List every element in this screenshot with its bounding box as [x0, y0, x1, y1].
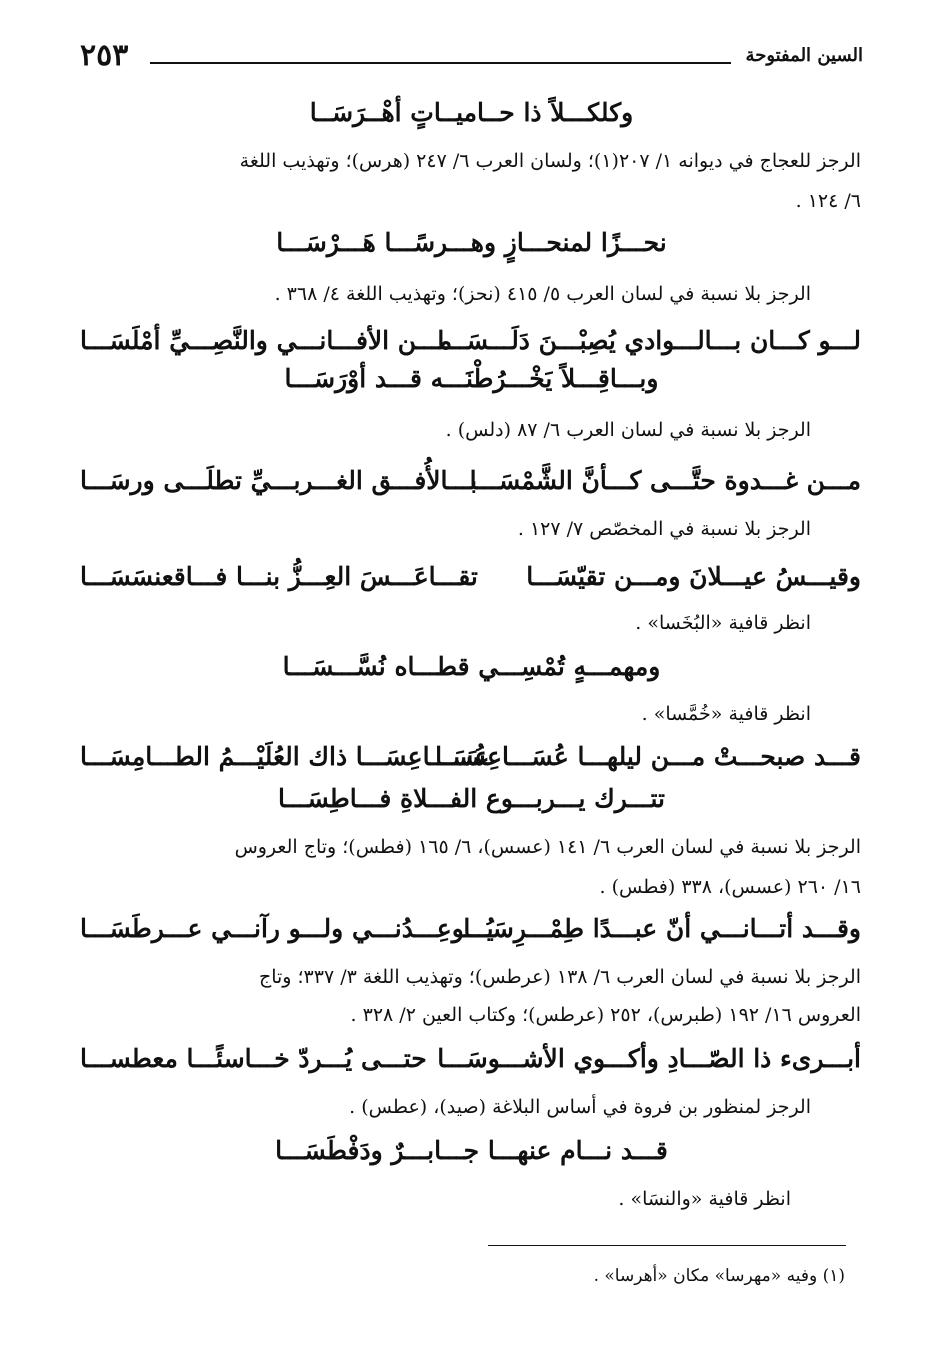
- verse-line: نحـــزًا لمنحـــازٍ وهـــرسًـــا هَـــرْسَـــا: [276, 228, 667, 257]
- verse-line: وبـــاقِـــلاً يَخْـــرُطْنَـــه قـــد أوْرَسَـــا: [284, 364, 659, 393]
- verse-line: تتـــرك يـــربـــوع الفـــلاةِ فـــاطِسَـــا: [278, 784, 665, 813]
- verse-first-hemistich: وقـــد أتـــانـــي أنّ عبـــدًا طِمْـــرِسَـــا: [463, 914, 861, 943]
- verse-line: ومهمـــهٍ تُمْسِـــي قطـــاه نُسَّـــسَـــا: [282, 652, 661, 681]
- page-number: ٢٥٣: [80, 38, 129, 73]
- verse-first-hemistich: أبـــرىء ذا الصّـــادِ وأكـــوي الأشـــوسَـــا: [437, 1044, 861, 1073]
- reference-line: ١٦/ ٢٦٠ (عسس)، ٣٣٨ (فطس) .: [599, 876, 861, 898]
- reference-line: الرجز للعجاج في ديوانه ١/ ٢٠٧(١)؛ ولسان العرب ٦/ ٢٤٧ (هرس)؛ وتهذيب اللغة: [239, 150, 861, 172]
- reference-line: الرجز لمنظور بن فروة في أساس البلاغة (صيد)، (عطس) .: [349, 1096, 811, 1118]
- verse-second-hemistich: يُـــوعِـــدُنـــي ولـــو رآنـــي عـــرطَسَـــا: [80, 914, 494, 943]
- reference-line: الرجز بلا نسبة في لسان العرب ٦/ ١٤١ (عسس)، ٦/ ١٦٥ (فطس)؛ وتاج العروس: [234, 836, 861, 858]
- chapter-title: السين المفتوحة: [745, 45, 863, 66]
- footnote: (١) وفيه «مهرسا» مكان «أهرسا» .: [593, 1266, 845, 1286]
- reference-line: انظر قافية «والنسَا» .: [618, 1188, 791, 1210]
- verse-second-hemistich: مـــن الأفـــانـــي والنَّصِـــيِّ أمْلَسَـــا: [80, 326, 453, 355]
- reference-line: انظر قافية «البُخَسا» .: [635, 612, 811, 634]
- reference-line: العروس ١٦/ ١٩٢ (طبرس)، ٢٥٢ (عرطس)؛ وكتاب العين ٢/ ٣٢٨ .: [350, 1004, 861, 1026]
- verse-line: وكلكـــلاً ذا حــاميــاتٍ أهْــرَسَــا: [309, 98, 634, 127]
- verse-first-hemistich: قـــد صبحـــتْ مـــن ليلهـــا عُسَـــاعِسَـــا: [435, 742, 861, 771]
- verse-second-hemistich: بـــالأُفـــق الغـــربـــيِّ تطلَـــى ورسَـــا: [80, 466, 478, 495]
- reference-line: الرجز بلا نسبة في لسان العرب ٦/ ٨٧ (دلس) .: [445, 419, 811, 441]
- verse-second-hemistich: حتـــى يُـــردّ خـــاسئًـــا معطســـا: [80, 1044, 427, 1073]
- page-header: [80, 38, 863, 74]
- verse-first-hemistich: وقيـــسُ عيـــلانَ ومـــن تقيّسَـــا: [526, 562, 861, 591]
- verse-line: قـــد نـــام عنهـــا جـــابـــرٌ ودَفْطَسَـــا: [275, 1136, 668, 1165]
- reference-line: الرجز بلا نسبة في لسان العرب ٥/ ٤١٥ (نحز)؛ وتهذيب اللغة ٤/ ٣٦٨ .: [274, 283, 811, 305]
- verse-first-hemistich: مـــن غـــدوة حتَّـــى كـــأنَّ الشَّمْسَـــا: [469, 466, 861, 495]
- footnote-separator: [488, 1245, 846, 1246]
- reference-line: ٦/ ١٢٤ .: [795, 190, 861, 212]
- reference-line: الرجز بلا نسبة في المخصّص ٧/ ١٢٧ .: [517, 518, 811, 540]
- verse-first-hemistich: لـــو كـــان بـــالـــوادي يُصِبْـــنَ دَلَـــسَـــا: [437, 326, 861, 355]
- header-rule: [150, 62, 731, 64]
- verse-second-hemistich: عُسَـــاعِسَـــا ذاك العُلَيْـــمُ الطـــامِسَـــا: [80, 742, 490, 771]
- verse-second-hemistich: تقـــاعَـــسَ العِـــزُّ بنـــا فـــاقعنسَسَـــا: [80, 562, 478, 591]
- reference-line: الرجز بلا نسبة في لسان العرب ٦/ ١٣٨ (عرطس)؛ وتهذيب اللغة ٣/ ٣٣٧؛ وتاج: [258, 966, 861, 988]
- reference-line: انظر قافية «خُمَّسا» .: [641, 703, 811, 725]
